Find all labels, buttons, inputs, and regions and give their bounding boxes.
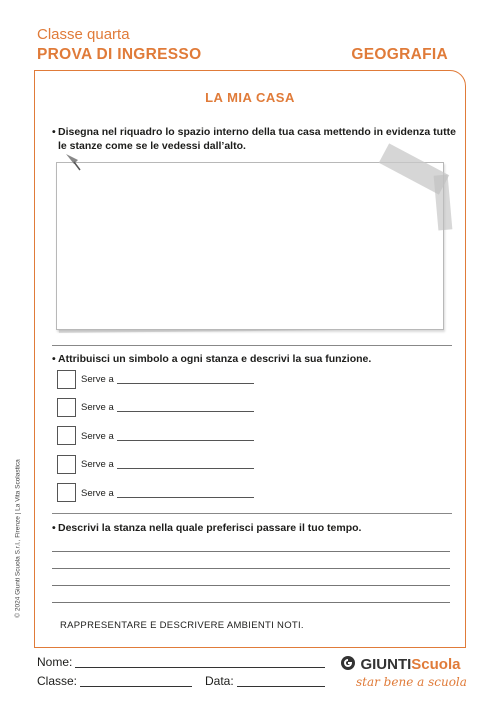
pin-icon bbox=[62, 150, 84, 174]
drawing-area[interactable] bbox=[56, 162, 444, 330]
test-title: PROVA DI INGRESSO bbox=[37, 46, 202, 63]
task2-instruction bbox=[52, 352, 371, 366]
answer-line[interactable] bbox=[117, 468, 254, 469]
date-field[interactable] bbox=[237, 686, 325, 687]
name-label: Nome: bbox=[37, 655, 73, 669]
bullet: • bbox=[52, 126, 56, 138]
writing-line[interactable] bbox=[52, 551, 450, 552]
symbol-box[interactable] bbox=[57, 370, 76, 389]
date-label: Data: bbox=[205, 674, 234, 688]
bullet: • bbox=[52, 353, 56, 365]
grade-label: Classe quarta bbox=[37, 26, 130, 43]
divider bbox=[52, 345, 452, 346]
task3-instruction bbox=[52, 521, 361, 535]
subject-label: GEOGRAFIA bbox=[351, 46, 448, 63]
writing-line[interactable] bbox=[52, 602, 450, 603]
bullet: • bbox=[52, 522, 56, 534]
answer-line[interactable] bbox=[117, 411, 254, 412]
serve-label: Serve a bbox=[81, 431, 114, 442]
task1-line2: le stanze come se le vedessi dall’alto. bbox=[58, 140, 246, 152]
symbol-box[interactable] bbox=[57, 398, 76, 417]
brand-logo bbox=[340, 655, 460, 674]
serve-label: Serve a bbox=[81, 459, 114, 470]
brand-name: GIUNTI bbox=[360, 656, 412, 673]
answer-line[interactable] bbox=[117, 440, 254, 441]
section-title: LA MIA CASA bbox=[205, 90, 295, 105]
task1-line1: Disegna nel riquadro lo spazio interno della tua casa mettendo in evidenza tutte bbox=[58, 126, 456, 138]
answer-line[interactable] bbox=[117, 497, 254, 498]
serve-label: Serve a bbox=[81, 488, 114, 499]
class-label: Classe: bbox=[37, 674, 78, 688]
symbol-box[interactable] bbox=[57, 426, 76, 445]
divider bbox=[52, 513, 452, 514]
serve-label: Serve a bbox=[81, 374, 114, 385]
name-field[interactable] bbox=[75, 667, 325, 668]
symbol-box[interactable] bbox=[57, 455, 76, 474]
task3-text: Descrivi la stanza nella quale preferisci passare il tuo tempo. bbox=[58, 522, 362, 534]
answer-line[interactable] bbox=[117, 383, 254, 384]
copyright-notice: © 2024 Giunti Scuola S.r.l., Firenze | La Vita Scolastica bbox=[14, 459, 22, 618]
serve-label: Serve a bbox=[81, 402, 114, 413]
giunti-g-icon bbox=[340, 655, 356, 671]
symbol-box[interactable] bbox=[57, 483, 76, 502]
writing-line[interactable] bbox=[52, 568, 450, 569]
brand-name-accent: Scuola bbox=[411, 656, 461, 673]
writing-line[interactable] bbox=[52, 585, 450, 586]
task2-text: Attribuisci un simbolo a ogni stanza e descrivi la sua funzione. bbox=[58, 353, 372, 365]
class-field[interactable] bbox=[80, 686, 192, 687]
learning-objective: RAPPRESENTARE E DESCRIVERE AMBIENTI NOTI. bbox=[60, 620, 304, 631]
brand-tagline: star bene a scuola bbox=[356, 675, 467, 689]
